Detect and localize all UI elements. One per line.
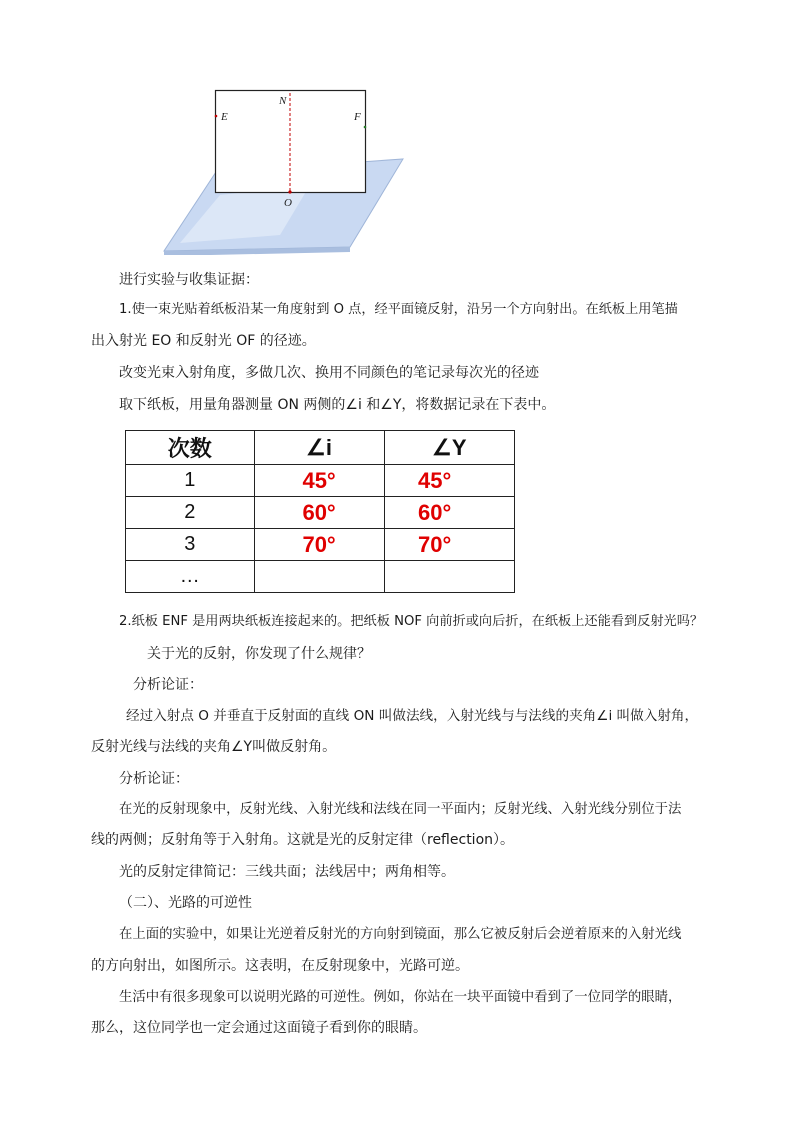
label-o: O <box>284 197 292 209</box>
header-angle-i: ∠i <box>254 431 384 465</box>
row-number: 2 <box>126 497 255 529</box>
table-row <box>126 465 515 497</box>
point-e-marker <box>215 115 218 118</box>
angle-data-table <box>125 430 515 593</box>
row-number: 3 <box>126 529 255 561</box>
header-angle-y: ∠Y <box>384 431 514 465</box>
text-line: 生活中有很多现象可以说明光路的可逆性。例如，你站在一块平面镜中看到了一位同学的眼睛， <box>119 990 682 1005</box>
angle-y-value: 60° <box>384 497 514 529</box>
text-line: 在光的反射现象中，反射光线、入射光线和法线在同一平面内；反射光线、入射光线分别位于法 <box>119 802 682 817</box>
table-row <box>126 497 515 529</box>
header-count: 次数 <box>126 431 255 465</box>
experiment-figure <box>160 85 410 255</box>
angle-i-value <box>254 561 384 593</box>
text-line: 反射光线与法线的夹角∠Y叫做反射角。 <box>91 739 337 755</box>
text-line: 分析论证： <box>133 677 203 693</box>
mirror-board-diagram <box>160 85 410 255</box>
row-number: 1 <box>126 465 255 497</box>
text-line: 改变光束入射角度，多做几次、换用不同颜色的笔记录每次光的径迹 <box>119 365 539 381</box>
row-number: … <box>126 561 255 593</box>
angle-y-value: 70° <box>384 529 514 561</box>
text-line: 在上面的实验中，如果让光逆着反射光的方向射到镜面，那么它被反射后会逆着原来的入射光线 <box>119 927 682 942</box>
angle-i-value: 45° <box>254 465 384 497</box>
text-line: 1.使一束光贴着纸板沿某一角度射到 O 点，经平面镜反射，沿另一个方向射出。在纸板上用笔描 <box>119 302 678 317</box>
text-line: （二）、光路的可逆性 <box>119 895 252 911</box>
text-line: 进行实验与收集证据： <box>119 272 259 288</box>
table-row <box>126 529 515 561</box>
table-header-row <box>126 431 515 465</box>
text-line: 分析论证： <box>119 771 189 787</box>
table-row <box>126 561 515 593</box>
text-line: 光的反射定律简记：三线共面；法线居中；两角相等。 <box>119 864 455 880</box>
angle-i-value: 70° <box>254 529 384 561</box>
label-f: F <box>354 111 361 123</box>
angle-y-value <box>384 561 514 593</box>
angle-i-value: 60° <box>254 497 384 529</box>
angle-y-value: 45° <box>384 465 514 497</box>
incidence-point-o <box>288 190 291 193</box>
point-f-marker <box>364 126 367 129</box>
text-line: 线的两侧；反射角等于入射角。这就是光的反射定律（reflection）。 <box>91 832 515 848</box>
label-n: N <box>279 95 287 107</box>
text-line: 那么，这位同学也一定会通过这面镜子看到你的眼睛。 <box>91 1020 427 1036</box>
text-line: 关于光的反射，你发现了什么规律？ <box>147 646 371 662</box>
text-line: 经过入射点 O 并垂直于反射面的直线 ON 叫做法线，入射光线与与法线的夹角∠i 叫做入射角， <box>126 708 699 724</box>
label-e: E <box>221 111 228 123</box>
text-line: 出入射光 EO 和反射光 OF 的径迹。 <box>91 333 316 349</box>
text-line: 的方向射出，如图所示。这表明，在反射现象中，光路可逆。 <box>91 958 469 974</box>
text-line: 2.纸板 ENF 是用两块纸板连接起来的。把纸板 NOF 向前折或向后折，在纸板上还能看到反射光吗？ <box>119 614 704 629</box>
text-line: 取下纸板，用量角器测量 ON 两侧的∠i 和∠Y，将数据记录在下表中。 <box>119 397 556 413</box>
